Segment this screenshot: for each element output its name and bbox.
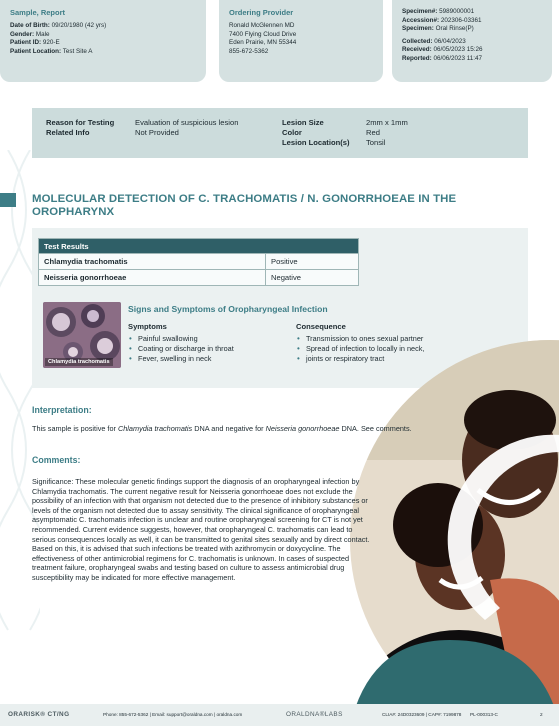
table-row: [39, 270, 359, 286]
specimen-number-line: Specimen#: 5989000001: [402, 8, 475, 15]
reported-line: Reported: 06/06/2023 11:47: [402, 54, 483, 62]
result-cell: Negative: [266, 270, 359, 286]
collected-line: Collected: 06/04/2023: [402, 37, 466, 45]
provider-address1: 7400 Flying Cloud Drive: [229, 30, 297, 38]
list-item: • Spread of infection to locally in neck,: [296, 344, 424, 354]
image-caption: Chlamydia trachomatis: [45, 358, 113, 366]
consequence-header: Consequence: [296, 322, 346, 331]
interpretation-text: This sample is positive for Chlamydia trachomatis DNA and negative for Neisseria gonorrhoeae DNA. See comments.: [32, 424, 412, 433]
list-item: • Transmission to ones sexual partner: [296, 334, 424, 344]
section-accent-bar: [0, 193, 16, 207]
brand-logo: ORARISK® CT/NG: [8, 711, 70, 718]
specimen-card: [392, 0, 552, 82]
provider-card-title: Ordering Provider: [229, 8, 294, 17]
reason-for-testing-panel: [32, 108, 528, 158]
patient-location-line: Patient Location: Test Site A: [10, 47, 93, 55]
footer-contact: Phone: 855-672-5362 | Email: support@oraldna.com | oraldna.com: [103, 712, 243, 717]
lab-logo: ORALDNA®LABS: [286, 711, 343, 718]
provider-address2: Eden Prairie, MN 55344: [229, 39, 297, 47]
patient-info-card: [0, 0, 206, 82]
lesion-values: 2mm x 1mm Red Tonsil: [366, 118, 408, 147]
patient-id-line: Patient ID: 920-E: [10, 39, 60, 47]
specimen-type-line: Specimen: Oral Rinse(P): [402, 25, 474, 33]
patient-card-title: Sample, Report: [10, 8, 66, 17]
gender-line: Gender: Male: [10, 30, 50, 38]
footer-doc-id: PL-000313-C: [470, 712, 498, 717]
reason-labels: Reason for Testing Related Info: [46, 118, 115, 137]
analyte-cell: Chlamydia trachomatis: [39, 254, 266, 270]
accession-line: Accession#: 202306-03361: [402, 16, 482, 24]
symptoms-list: [128, 334, 234, 364]
list-item: • joints or respiratory tract: [296, 354, 424, 364]
list-item: • Coating or discharge in throat: [128, 344, 234, 354]
comments-heading: Comments:: [32, 455, 81, 465]
signs-symptoms-title: Signs and Symptoms of Oropharyngeal Infection: [128, 304, 328, 314]
page-footer: [0, 704, 559, 726]
section-title: MOLECULAR DETECTION OF C. TRACHOMATIS / N. GONORRHOEAE IN THE OROPHARYNX: [32, 193, 457, 218]
reason-values: Evaluation of suspicious lesion Not Provided: [135, 118, 239, 137]
list-item: • Fever, swelling in neck: [128, 354, 234, 364]
interpretation-heading: Interpretation:: [32, 405, 92, 415]
results-table-header: Test Results: [39, 239, 359, 254]
page-number: 2: [540, 712, 543, 717]
result-cell: Positive: [266, 254, 359, 270]
footer-clia: CLIA#: 24D0323609 | CAP#: 7199878: [382, 712, 462, 717]
ordering-provider-card: [219, 0, 383, 82]
list-item: • Painful swallowing: [128, 334, 234, 344]
symptoms-header: Symptoms: [128, 322, 167, 331]
analyte-cell: Neisseria gonorrhoeae: [39, 270, 266, 286]
received-line: Received: 06/05/2023 15:26: [402, 46, 483, 54]
comments-text: Significance: These molecular genetic findings support the diagnosis of an oropharyngeal infection by Chlamydia trachomatis. The current negative result for Neisseria gonorrhoeae does not exclude the possibility of an infection with that organism not detected due to the presence of inhibitory substances or levels of the organism not detected due to assay sensitivity. The clinical significance of oropharyngeal asymptomatic C. trachomatis infection is unclear and routine oropharyngeal screening for CT is not yet recommended. Current evidence suggests, however, that oropharyngeal C. trachomatis can lead to serious consequences locally as well, it can be transmitted to genital sites sexually and by direct contact. Based on this, it is advised that such infections be treated with azithromycin or doxycycline. The effectiveness of other antimicrobial regimens for C. trachomatis is unknown. In cases of suspected treatment failure, oropharyngeal swabs and testing based on culture to assess antimicrobial drug susceptibility may be indicated for more effective management.: [32, 477, 370, 582]
dob-line: Date of Birth: 09/20/1980 (42 yrs): [10, 22, 107, 29]
test-results-table: [38, 238, 359, 286]
lesion-labels: Lesion Size Color Lesion Location(s): [282, 118, 350, 147]
provider-name: Ronald McGlennen MD: [229, 22, 295, 29]
table-row: [39, 254, 359, 270]
provider-phone: 855-672-5362: [229, 47, 269, 55]
